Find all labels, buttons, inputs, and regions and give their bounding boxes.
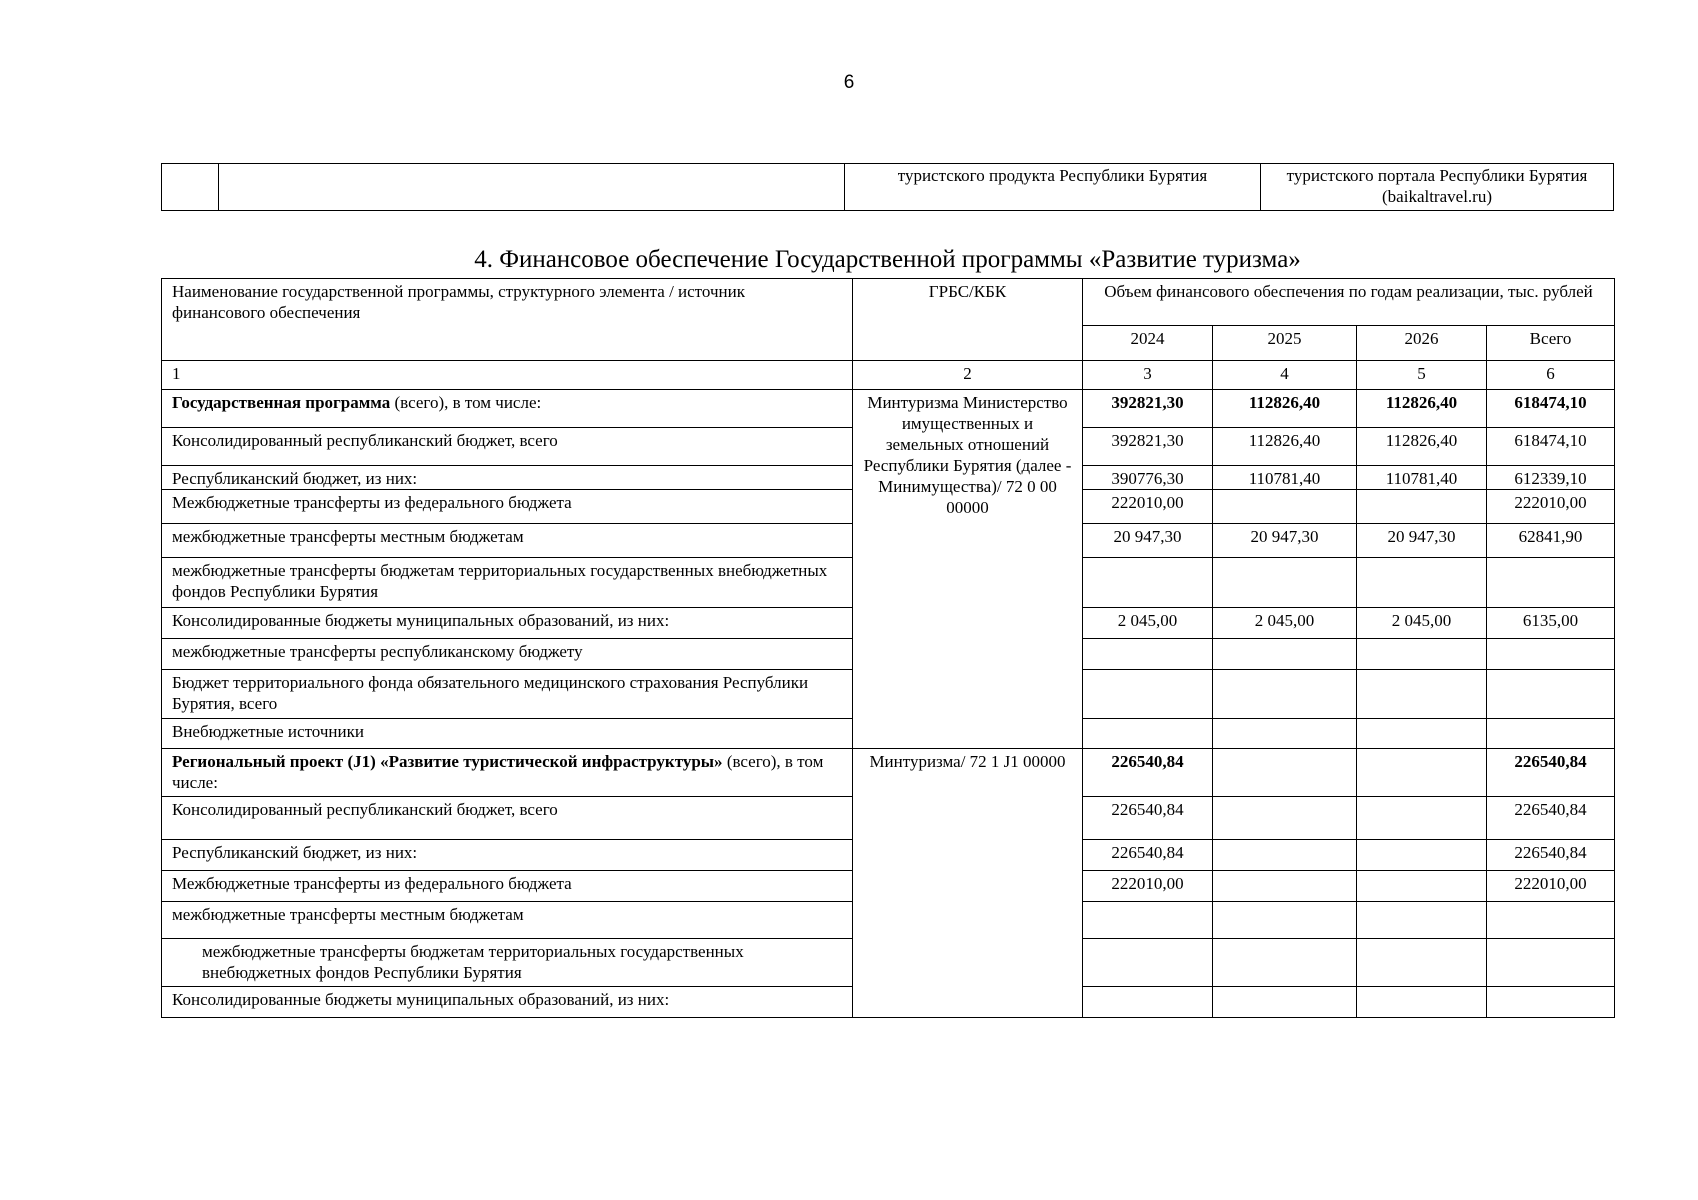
program-title-rest: (всего), в том числе: bbox=[390, 393, 542, 412]
table-cell bbox=[1213, 902, 1357, 939]
table-row-label: межбюджетные трансферты республиканскому бюджету bbox=[162, 639, 853, 670]
table-row-label: Бюджет территориального фонда обязательного медицинского страхования Республики Бурятия, всего bbox=[162, 670, 853, 719]
table-cell bbox=[1357, 871, 1487, 902]
project-total-2026 bbox=[1357, 749, 1487, 797]
table-cell: 112826,40 bbox=[1357, 428, 1487, 466]
project-total-2024: 226540,84 bbox=[1083, 749, 1213, 797]
empty-cell bbox=[162, 164, 219, 211]
table-cell bbox=[1213, 840, 1357, 871]
table-cell bbox=[1213, 639, 1357, 670]
continuation-cell-product: туристского продукта Республики Бурятия bbox=[845, 164, 1261, 211]
program-total-2025: 112826,40 bbox=[1213, 390, 1357, 428]
col-number-3: 3 bbox=[1083, 361, 1213, 390]
continuation-table bbox=[161, 163, 1614, 211]
program-title-bold: Государственная программа bbox=[172, 393, 391, 412]
table-cell bbox=[1357, 797, 1487, 840]
table-cell: 2 045,00 bbox=[1083, 608, 1213, 639]
empty-cell bbox=[219, 164, 845, 211]
table-cell bbox=[1357, 639, 1487, 670]
table-row-label: межбюджетные трансферты местным бюджетам bbox=[162, 902, 853, 939]
project-title-bold: Региональный проект (J1) «Развитие туристической инфраструктуры» bbox=[172, 752, 723, 771]
table-row-label: Внебюджетные источники bbox=[162, 719, 853, 749]
table-cell bbox=[1213, 719, 1357, 749]
table-cell: 20 947,30 bbox=[1357, 524, 1487, 558]
program-total-all: 618474,10 bbox=[1487, 390, 1615, 428]
table-cell: 110781,40 bbox=[1357, 466, 1487, 490]
table-cell bbox=[1213, 670, 1357, 719]
table-cell: 390776,30 bbox=[1083, 466, 1213, 490]
table-cell bbox=[1083, 939, 1213, 987]
table-row-label: Консолидированные бюджеты муниципальных образований, из них: bbox=[162, 987, 853, 1018]
table-row-label: Межбюджетные трансферты из федерального бюджета bbox=[162, 490, 853, 524]
table-cell bbox=[1083, 902, 1213, 939]
table-cell: 226540,84 bbox=[1487, 797, 1615, 840]
header-year-2025: 2025 bbox=[1213, 326, 1357, 361]
table-cell: 222010,00 bbox=[1083, 490, 1213, 524]
table-cell bbox=[1487, 719, 1615, 749]
table-cell bbox=[1357, 902, 1487, 939]
program-total-2026: 112826,40 bbox=[1357, 390, 1487, 428]
table-cell: 62841,90 bbox=[1487, 524, 1615, 558]
project-total-2025 bbox=[1213, 749, 1357, 797]
table-cell bbox=[1487, 558, 1615, 608]
table-cell bbox=[1083, 670, 1213, 719]
table-cell: 2 045,00 bbox=[1357, 608, 1487, 639]
table-row-label: межбюджетные трансферты местным бюджетам bbox=[162, 524, 853, 558]
program-total-2024: 392821,30 bbox=[1083, 390, 1213, 428]
col-number-5: 5 bbox=[1357, 361, 1487, 390]
header-year-2024: 2024 bbox=[1083, 326, 1213, 361]
table-cell bbox=[1357, 840, 1487, 871]
project-title-rest: (всего), в том числе: bbox=[172, 752, 824, 792]
table-cell: 612339,10 bbox=[1487, 466, 1615, 490]
table-cell bbox=[1213, 797, 1357, 840]
table-cell: 226540,84 bbox=[1487, 840, 1615, 871]
continuation-cell-portal: туристского портала Республики Бурятия (baikaltravel.ru) bbox=[1261, 164, 1614, 211]
table-cell bbox=[1083, 639, 1213, 670]
header-grbs-col: ГРБС/КБК bbox=[853, 279, 1083, 361]
table-cell bbox=[1213, 490, 1357, 524]
program-total-label bbox=[162, 390, 853, 428]
table-cell: 222010,00 bbox=[1083, 871, 1213, 902]
table-cell: 226540,84 bbox=[1083, 840, 1213, 871]
table-cell bbox=[1213, 939, 1357, 987]
table-cell bbox=[1487, 939, 1615, 987]
table-row-label: Республиканский бюджет, из них: bbox=[162, 466, 853, 490]
project-total-label bbox=[162, 749, 853, 797]
table-cell bbox=[1357, 670, 1487, 719]
table-cell bbox=[1083, 719, 1213, 749]
header-year-2026: 2026 bbox=[1357, 326, 1487, 361]
table-cell bbox=[1083, 987, 1213, 1018]
table-cell bbox=[1357, 719, 1487, 749]
table-row-label: Консолидированный республиканский бюджет, всего bbox=[162, 428, 853, 466]
grbs-program: Минтуризма Министерство имущественных и земельных отношений Республики Бурятия (далее - Минимущества)/ 72 0 00 00000 bbox=[853, 390, 1083, 749]
table-cell: 2 045,00 bbox=[1213, 608, 1357, 639]
table-row-label: межбюджетные трансферты бюджетам территориальных государственных внебюджетных фондов Республики Бурятия bbox=[162, 939, 853, 987]
table-cell bbox=[1487, 987, 1615, 1018]
grbs-project: Минтуризма/ 72 1 J1 00000 bbox=[853, 749, 1083, 1018]
table-cell: 6135,00 bbox=[1487, 608, 1615, 639]
table-cell: 20 947,30 bbox=[1083, 524, 1213, 558]
header-name-col: Наименование государственной программы, структурного элемента / источник финансового обеспечения bbox=[162, 279, 853, 361]
page-number: 6 bbox=[843, 72, 855, 93]
section-title: 4. Финансовое обеспечение Государственной программы «Развитие туризма» bbox=[474, 246, 1301, 273]
project-total-all: 226540,84 bbox=[1487, 749, 1615, 797]
table-cell bbox=[1487, 902, 1615, 939]
header-volume-col: Объем финансового обеспечения по годам реализации, тыс. рублей bbox=[1083, 279, 1615, 326]
table-row-label: Межбюджетные трансферты из федерального бюджета bbox=[162, 871, 853, 902]
col-number-1: 1 bbox=[162, 361, 853, 390]
table-cell bbox=[1357, 558, 1487, 608]
table-cell bbox=[1213, 558, 1357, 608]
financing-table bbox=[161, 278, 1615, 1018]
table-cell: 110781,40 bbox=[1213, 466, 1357, 490]
table-cell: 222010,00 bbox=[1487, 871, 1615, 902]
table-cell: 618474,10 bbox=[1487, 428, 1615, 466]
table-row-label: Консолидированные бюджеты муниципальных образований, из них: bbox=[162, 608, 853, 639]
table-cell bbox=[1487, 639, 1615, 670]
table-cell: 20 947,30 bbox=[1213, 524, 1357, 558]
table-cell bbox=[1487, 670, 1615, 719]
table-cell bbox=[1083, 558, 1213, 608]
col-number-6: 6 bbox=[1487, 361, 1615, 390]
table-cell bbox=[1213, 871, 1357, 902]
table-row-label: межбюджетные трансферты бюджетам территориальных государственных внебюджетных фондов Республики Бурятия bbox=[162, 558, 853, 608]
table-cell: 222010,00 bbox=[1487, 490, 1615, 524]
table-row-label: Консолидированный республиканский бюджет, всего bbox=[162, 797, 853, 840]
col-number-2: 2 bbox=[853, 361, 1083, 390]
table-cell bbox=[1357, 939, 1487, 987]
header-total: Всего bbox=[1487, 326, 1615, 361]
table-cell: 226540,84 bbox=[1083, 797, 1213, 840]
col-number-4: 4 bbox=[1213, 361, 1357, 390]
table-cell bbox=[1357, 987, 1487, 1018]
table-cell bbox=[1357, 490, 1487, 524]
table-cell bbox=[1213, 987, 1357, 1018]
table-row-label: Республиканский бюджет, из них: bbox=[162, 840, 853, 871]
table-cell: 112826,40 bbox=[1213, 428, 1357, 466]
table-cell: 392821,30 bbox=[1083, 428, 1213, 466]
